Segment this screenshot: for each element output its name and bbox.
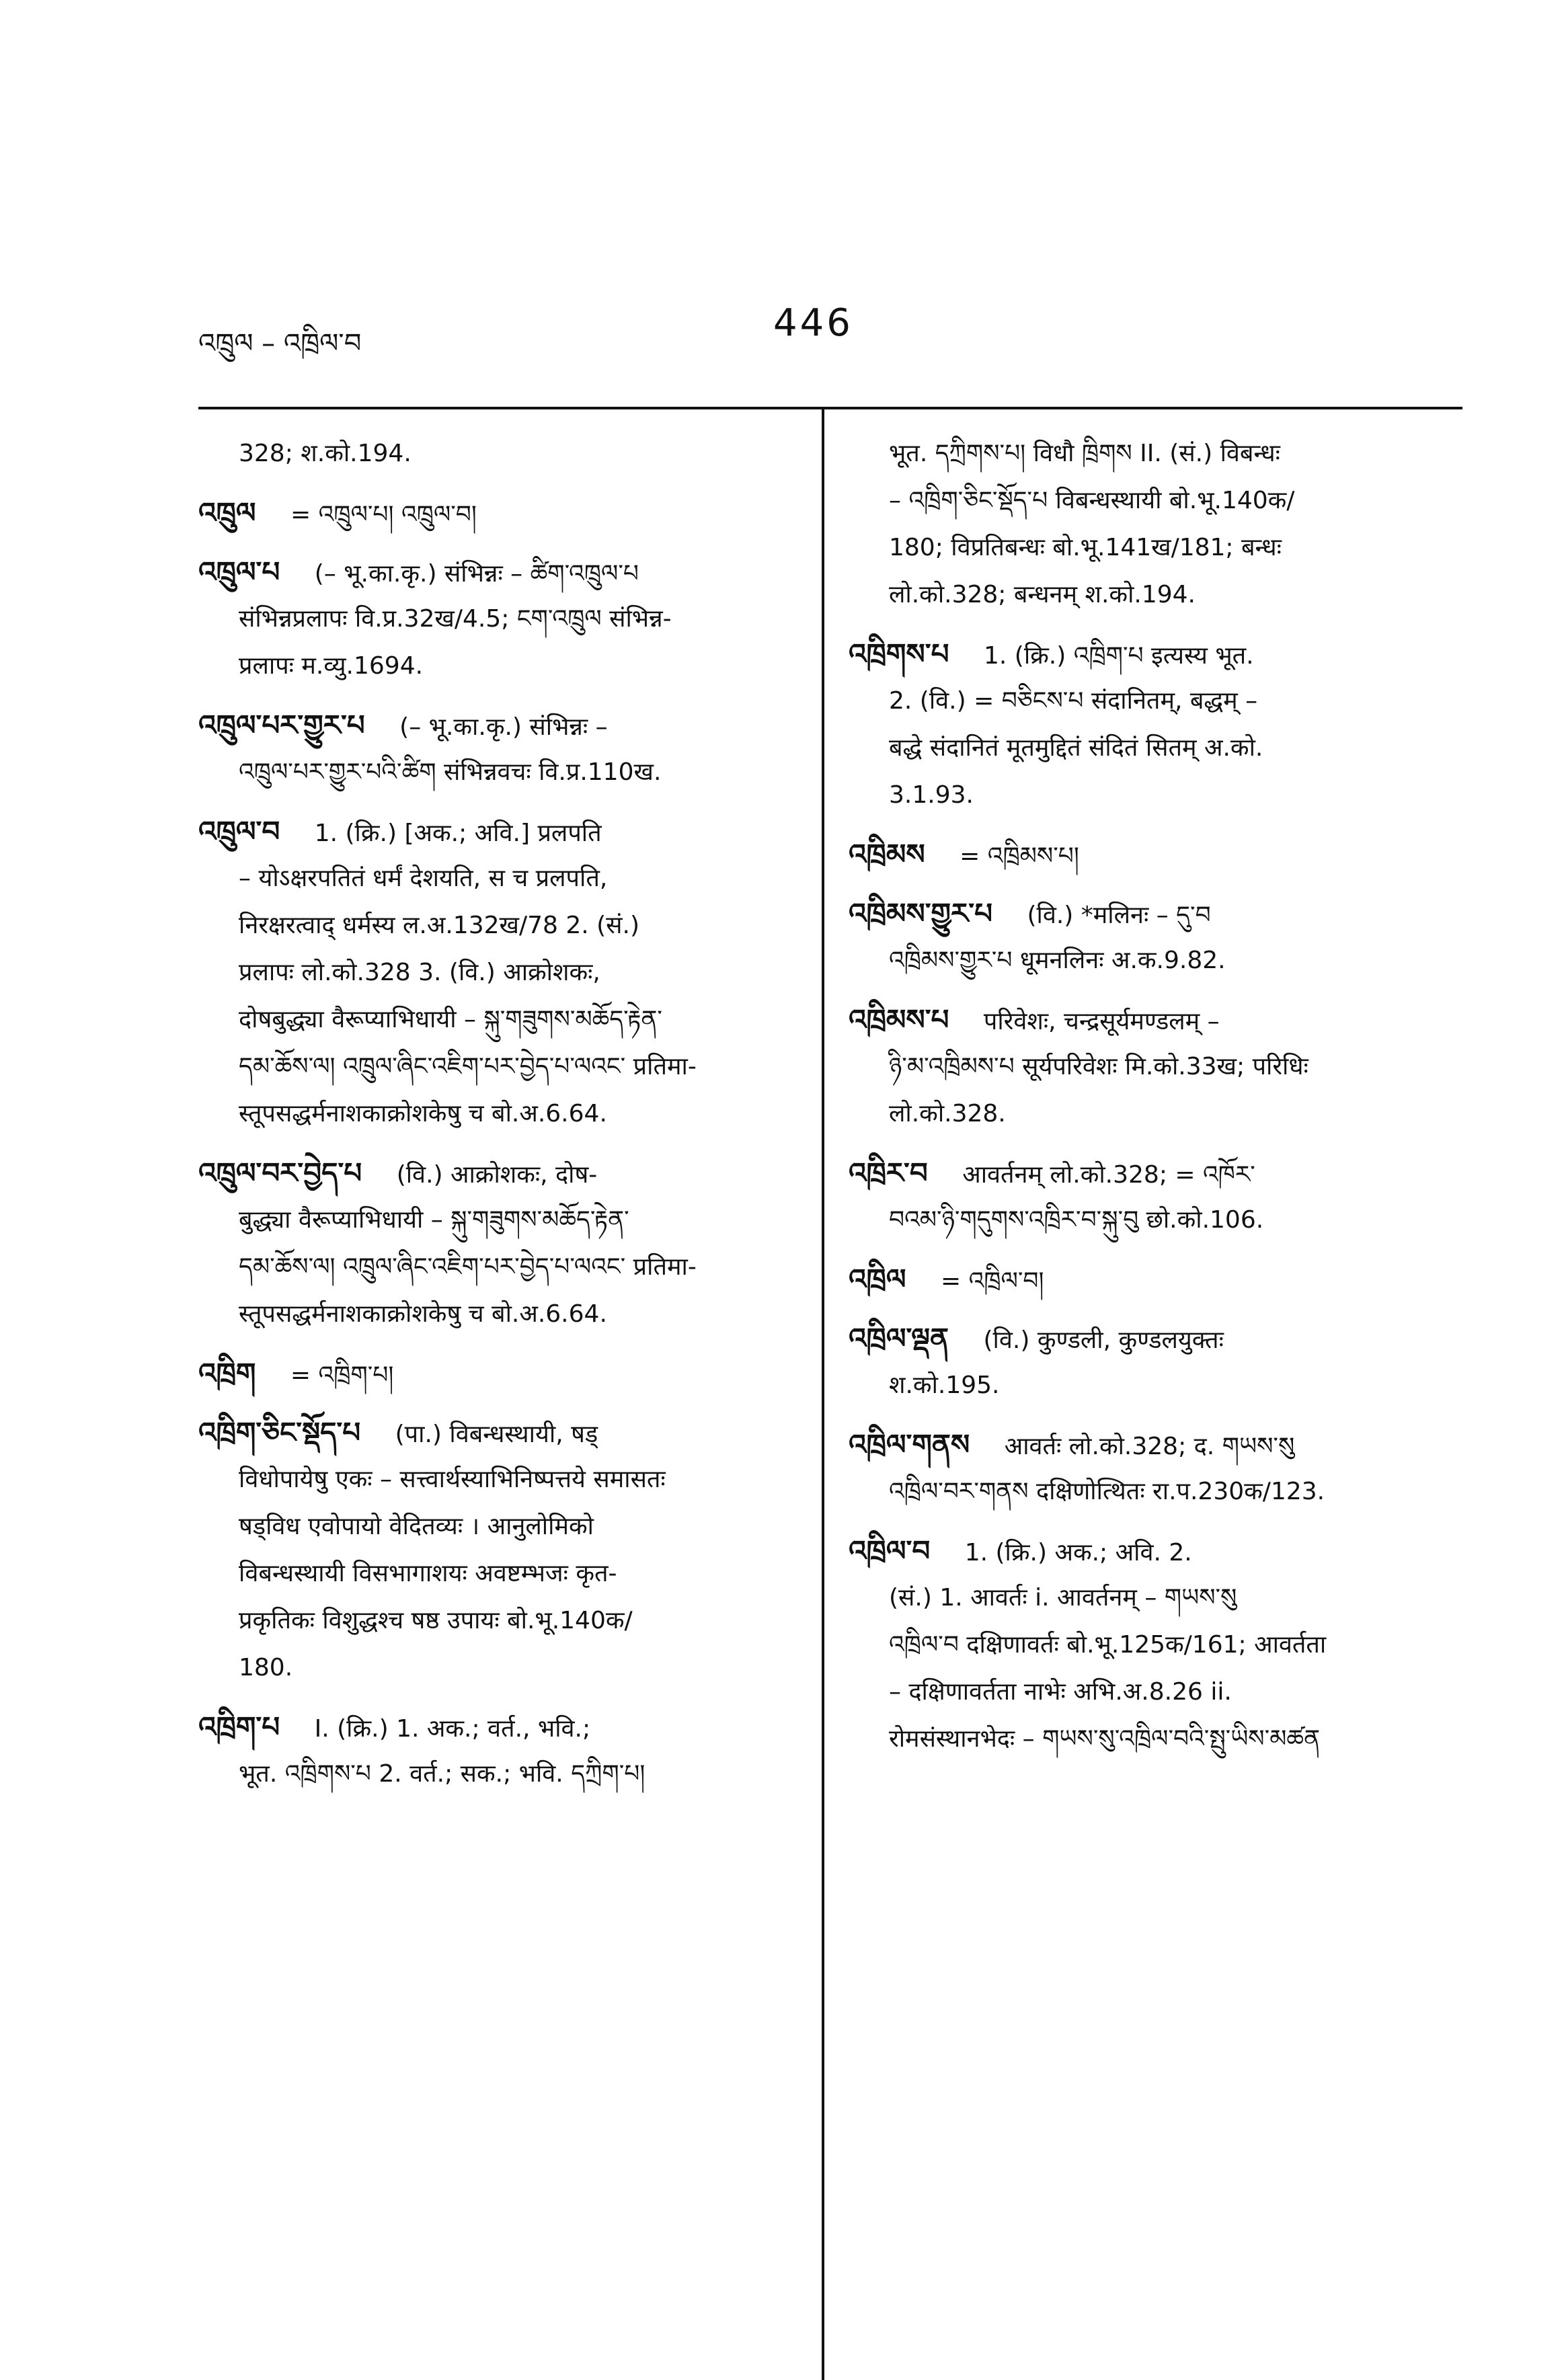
headword: འཁྲིམས [849,838,925,871]
entry-text: बुद्ध्या वैरूप्याभिधायी – སྐུ་གཟུགས་མཆོད་རྟེན་ [239,1206,629,1234]
entry-gap [849,878,1460,890]
entry-gap [849,1409,1460,1421]
dictionary-line [849,1362,1460,1409]
dictionary-line [849,430,1460,477]
left-column [198,430,804,1798]
dictionary-line [849,1197,1460,1244]
dictionary-line [198,1197,804,1244]
entry-text: (वि.) *मलिनः – དུ་བ [1027,902,1211,929]
dictionary-line [849,996,1460,1043]
dictionary-line [198,1644,804,1692]
entry-text: = འཁྲུལ་པ། འཁྲུལ་བ། [290,501,477,528]
dictionary-line [849,1575,1460,1622]
entry-text: आवर्तः लो.को.328; द. གཡས་སུ [1004,1433,1295,1460]
dictionary-line [849,937,1460,984]
entry-text: 3.1.93. [889,781,974,809]
dictionary-line [198,808,804,855]
headword: འཁྲིར་བ [849,1156,928,1189]
dictionary-line [198,1090,804,1138]
dictionary-line [198,643,804,690]
dictionary-line [849,571,1460,619]
entry-text: विधोपायेषु एकः – सत्त्वार्थस्याभिनिष्पत्तये समासतः [239,1466,666,1493]
entry-text: (सं.) 1. आवर्तः i. आवर्तनम् – གཡས་སུ [889,1584,1237,1612]
entry-text: परिवेशः, चन्द्रसूर्यमण्डलम् – [983,1008,1220,1035]
entry-text: 2. (वि.) = བཅིངས་པ संदानितम्, बद्धम् – [889,687,1258,715]
dictionary-line [849,477,1460,524]
entry-text: 1. (क्रि.) [अक.; अवि.] प्रलपति [314,820,602,847]
entry-text: དམ་ཆོས་ལ། འཁྲུལ་ཞིང་འཇིག་པར་བྱེད་པ་ལའང་ प्रतिमा- [239,1253,697,1281]
entry-text: रोमसंस्थानभेदः – གཡས་སུ་འཁྲིལ་བའི་སྤུ་ཡིས་མཚན [889,1725,1321,1753]
entry-text: འཁྲིམས་གྱུར་པ धूमनलिनः अ.क.9.82. [889,947,1226,974]
entry-text: विबन्धस्थायी विसभागाशयः अवष्टम्भजः कृत- [239,1560,617,1587]
dictionary-line [849,1716,1460,1763]
entry-text: प्रलापः लो.को.328 3. (वि.) आक्रोशकः, [239,959,600,986]
dictionary-line [198,1503,804,1550]
entry-text: = འཁྲིལ་བ། [940,1267,1044,1295]
entry-gap [198,690,804,702]
entry-text: 328; श.को.194. [239,440,412,467]
entry-text: (वि.) आक्रोशकः, दोष- [396,1161,598,1189]
dictionary-line [849,631,1460,678]
entry-gap [849,1244,1460,1256]
headword: འཁྲིམས་གྱུར་པ [849,897,992,930]
headword: འཁྲིམས་པ [849,1003,949,1036]
headword: འཁྲུལ [198,496,256,529]
entry-gap [198,1138,804,1150]
entry-text: (वि.) कुण्डली, कुण्डलयुक्तः [983,1326,1224,1354]
entry-text: – योऽक्षरपतितं धर्मं देशयति, स च प्रलपति, [239,865,608,892]
dictionary-line [849,1669,1460,1716]
entry-text: – दक्षिणावर्तता नाभेः अभि.अ.8.26 ii. [889,1678,1232,1706]
entry-text: बद्धे संदानितं मूतमुद्दितं संदितं सितम् अ.को. [889,734,1263,762]
dictionary-line [849,1256,1460,1303]
dictionary-line [198,1550,804,1597]
entry-text: प्रलापः म.व्यु.1694. [239,652,424,680]
dictionary-line [849,1315,1460,1362]
entry-text: (– भू.का.कृ.) संभिन्नः – ཚིག་འཁྲུལ་པ [314,560,639,588]
dictionary-line [849,1150,1460,1197]
right-column [849,430,1460,1763]
column-divider [822,407,824,2380]
entry-text: I. (क्रि.) 1. अक.; वर्त., भवि.; [314,1715,591,1743]
headword: འཁྲིལ་གནས [849,1428,970,1461]
headword: འཁྲུལ་བ [198,815,280,848]
dictionary-line [198,1597,804,1644]
dictionary-line [198,1244,804,1291]
dictionary-line [198,549,804,596]
entry-gap [849,1515,1460,1528]
dictionary-line [849,725,1460,772]
entry-text: षड्विध एवोपायो वेदितव्यः । आनुलोमिको [239,1513,594,1540]
dictionary-line [849,1622,1460,1669]
entry-text: संभिन्नप्रलापः वि.प्र.32ख/4.5; ངག་འཁྲུལ संभिन्न- [239,605,672,633]
entry-gap [849,984,1460,996]
entry-text: – འཁྲིག་ཅིང་སྡོད་པ विबन्धस्थायी बो.भू.140क/ [889,487,1295,514]
dictionary-line [198,1456,804,1503]
dictionary-line [198,489,804,537]
entry-text: འཁྲུལ་པར་གྱུར་པའི་ཚིག संभिन्नवचः वि.प्र.110ख. [239,758,662,786]
page-number: 446 [773,301,853,345]
entry-gap [849,1303,1460,1315]
dictionary-line [849,1043,1460,1090]
headword: འཁྲིག་པ [198,1710,280,1743]
header-rule [198,407,1462,409]
entry-text: निरक्षरत्वाद् धर्मस्य ल.अ.132ख/78 2. (सं.) [239,912,639,939]
entry-gap [849,819,1460,831]
entry-text: 1. (क्रि.) अक.; अवि. 2. [964,1539,1192,1566]
dictionary-line [198,1291,804,1338]
dictionary-line [849,524,1460,571]
entry-gap [849,619,1460,631]
dictionary-line [849,1090,1460,1138]
entry-text: दोषबुद्ध्या वैरूप्याभिधायी – སྐུ་གཟུགས་མཆོད་རྟེན་ [239,1006,662,1033]
entry-text: ཉི་མ་འཁྲིམས་པ सूर्यपरिवेशः मि.को.33ख; परिधिः [889,1053,1308,1080]
dictionary-line [198,1350,804,1397]
entry-gap [849,1138,1460,1150]
entry-gap [198,537,804,549]
entry-text: 180. [239,1654,293,1681]
dictionary-line [198,596,804,643]
headword: འཁྲུལ་པར་གྱུར་པ [198,709,365,742]
headword: འཁྲུལ་བར་བྱེད་པ [198,1156,362,1189]
headword: འཁྲིལ [849,1263,906,1296]
entry-text: स्तूपसद्धर्मनाशकाक्रोशकेषु च बो.अ.6.64. [239,1100,607,1127]
dictionary-line [198,1704,804,1751]
entry-text: (– भू.का.कृ.) संभिन्नः – [399,713,608,741]
dictionary-line [849,1468,1460,1515]
entry-text: भूत. འཁྲིགས་པ 2. वर्त.; सक.; भवि. དཀྲིག་པ། [239,1760,646,1788]
entry-text: = འཁྲིམས་པ། [960,842,1079,870]
entry-gap [198,1692,804,1704]
dictionary-line [849,1421,1460,1468]
entry-text: དམ་ཆོས་ལ། འཁྲུལ་ཞིང་འཇིག་པར་བྱེད་པ་ལའང་ प्रतिमा- [239,1053,697,1080]
dictionary-line [849,831,1460,878]
dictionary-line [198,1751,804,1798]
headword: འཁྲིགས་པ [849,637,949,670]
entry-text: འཁྲིལ་བར་གནས दक्षिणोत्थितः रा.प.230क/123. [889,1478,1325,1505]
entry-text: འཁྲིལ་བ दक्षिणावर्तः बो.भू.125क/161; आवर्तता [889,1631,1327,1659]
entry-gap [198,1397,804,1409]
headword: འཁྲིལ་ལྡན [849,1322,949,1355]
headword: འཁྲིག་ཅིང་སྡོད་པ [198,1416,361,1449]
dictionary-line [198,430,804,477]
dictionary-line [198,949,804,996]
entry-text: བའམ་ཉི་གདུགས་འཁྲིར་བ་སྐུ་བུ छो.को.106. [889,1206,1264,1234]
entry-gap [198,796,804,808]
dictionary-line [198,1043,804,1090]
entry-text: प्रकृतिकः विशुद्धश्च षष्ठ उपायः बो.भू.140क/ [239,1607,633,1634]
entry-gap [198,477,804,489]
entry-text: 1. (क्रि.) འཁྲིག་པ इत्यस्य भूत. [983,642,1254,670]
entry-text: लो.को.328; बन्धनम् श.को.194. [889,581,1196,608]
entry-text: (पा.) विबन्धस्थायी, षड् [395,1421,598,1448]
entry-text: भूत. དཀྲིགས་པ། विधौ ཁྲིགས II. (सं.) विबन्धः [889,440,1280,467]
entry-text: लो.को.328. [889,1100,1006,1127]
entry-text: = འཁྲིག་པ། [290,1361,394,1389]
dictionary-line [198,902,804,949]
dictionary-line [849,678,1460,725]
headword: འཁྲིག [198,1357,256,1390]
entry-text: आवर्तनम् लो.को.328; = འཁོར་ [962,1161,1255,1189]
entry-gap [198,1338,804,1350]
entry-text: 180; विप्रतिबन्धः बो.भू.141ख/181; बन्धः [889,534,1282,561]
dictionary-line [198,1150,804,1197]
dictionary-line [198,702,804,749]
running-header: འཁྲུལ – འཁྲིལ་བ [198,328,362,359]
dictionary-line [849,1528,1460,1575]
dictionary-line [198,749,804,796]
dictionary-line [198,996,804,1043]
dictionary-line [849,890,1460,937]
headword: འཁྲིལ་བ [849,1534,931,1567]
dictionary-line [849,772,1460,819]
entry-text: स्तूपसद्धर्मनाशकाक्रोशकेषु च बो.अ.6.64. [239,1300,607,1328]
dictionary-line [198,855,804,902]
entry-text: श.को.195. [889,1372,1000,1399]
headword: འཁྲུལ་པ [198,555,280,588]
dictionary-line [198,1409,804,1456]
